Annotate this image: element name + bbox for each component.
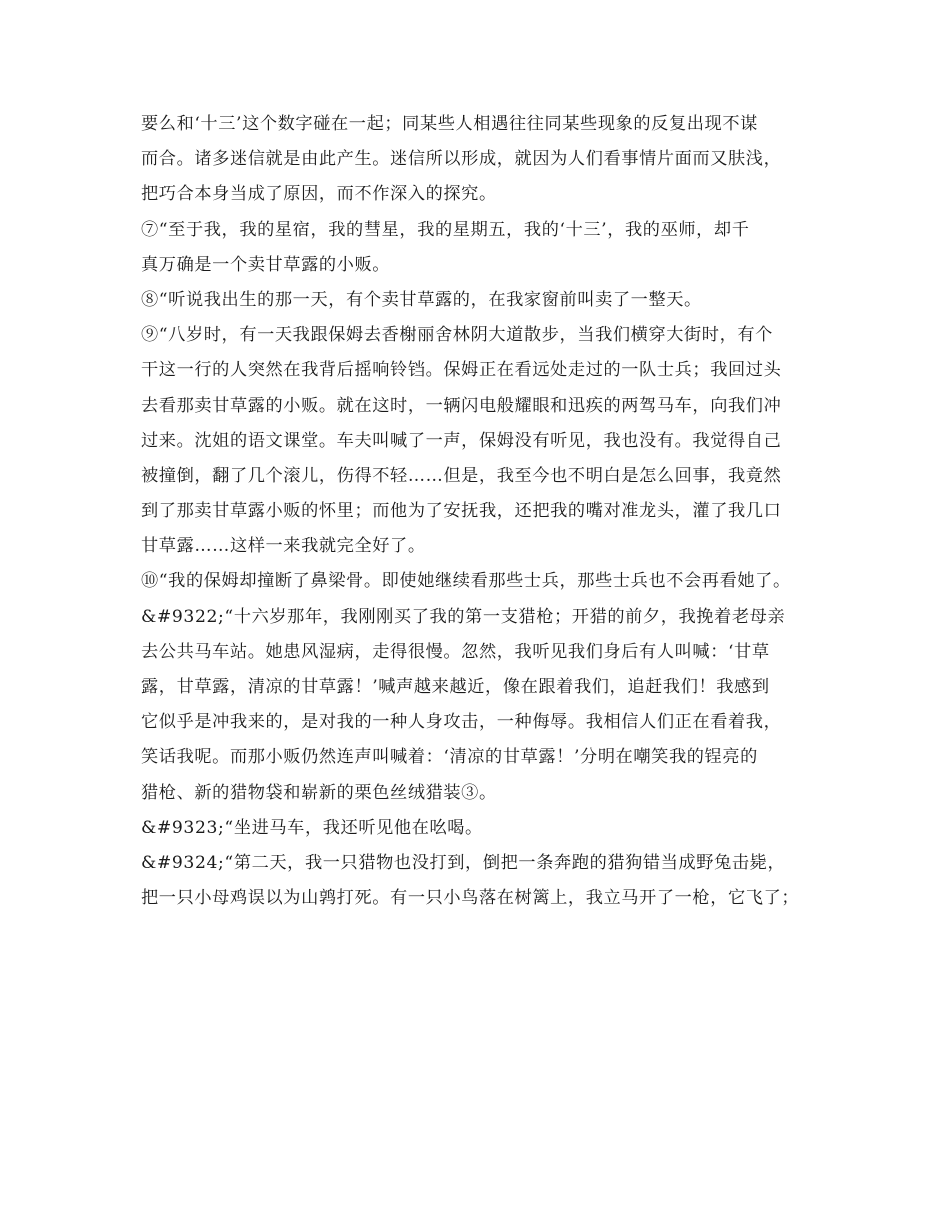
document-body <box>141 107 841 916</box>
text-line: 笑话我呢。而那小贩仍然连声叫喊着：‘清凉的甘草露！’分明在嘲笑我的锃亮的 <box>141 747 758 768</box>
text-line: 甘草露……这样一来我就完全好了。 <box>141 536 426 557</box>
text-line: 过来。沈姐的语文课堂。车夫叫喊了一声，保姆没有听见，我也没有。我觉得自己 <box>141 430 782 451</box>
text-line: 露，甘草露，清凉的甘草露！’喊声越来越近，像在跟着我们，追赶我们！我感到 <box>141 677 770 697</box>
text-line: 去公共马车站。她患风湿病，走得很慢。忽然，我听见我们身后有人叫喊：‘甘草 <box>141 641 770 662</box>
text-line: &#9323;“坐进马车，我还听见他在吆喝。 <box>141 817 483 838</box>
text-line: 到了那卖甘草露小贩的怀里；而他为了安抚我，还把我的嘴对准龙头，灌了我几口 <box>141 501 782 522</box>
text-line: 干这一行的人突然在我背后摇响铃铛。保姆正在看远处走过的一队士兵；我回过头 <box>141 360 782 381</box>
text-line: 要么和‘十三’这个数字碰在一起；同某些人相遇往往同某些现象的反复出现不谋 <box>141 114 758 134</box>
text-line: 把一只小母鸡误以为山鹑打死。有一只小鸟落在树篱上，我立马开了一枪，它飞了； <box>141 888 800 909</box>
text-line: ⑨“八岁时，有一天我跟保姆去香榭丽舍林阴大道散步，当我们横穿大街时，有个 <box>141 325 773 346</box>
text-line: &#9322;“十六岁那年，我刚刚买了我的第一支猎枪；开猎的前夕，我挽着老母亲 <box>141 606 786 627</box>
text-line: ⑩“我的保姆却撞断了鼻梁骨。即使她继续看那些士兵，那些士兵也不会再看她了。 <box>141 571 791 592</box>
text-line: ⑦“至于我，我的星宿，我的彗星，我的星期五，我的‘十三’，我的巫师，却千 <box>141 219 750 240</box>
text-line: 把巧合本身当成了原因，而不作深入的探究。 <box>141 184 497 205</box>
text-line: 去看那卖甘草露的小贩。就在这时，一辆闪电般耀眼和迅疾的两驾马车，向我们冲 <box>141 395 782 416</box>
text-line: 被撞倒，翻了几个滚儿，伤得不轻……但是，我至今也不明白是怎么回事，我竟然 <box>141 465 782 486</box>
text-line: ⑧“听说我出生的那一天，有个卖甘草露的，在我家窗前叫卖了一整天。 <box>141 289 702 310</box>
text-line: &#9324;“第二天，我一只猎物也没打到，倒把一条奔跑的猎狗错当成野兔击毙， <box>141 852 786 873</box>
text-line: 它似乎是冲我来的，是对我的一种人身攻击，一种侮辱。我相信人们正在看着我， <box>141 712 782 733</box>
text-line: 猎枪、新的猎物袋和崭新的栗色丝绒猎装③。 <box>141 782 497 803</box>
text-line: 而合。诸多迷信就是由此产生。迷信所以形成，就因为人们看事情片面而又肤浅， <box>141 149 782 170</box>
text-line: 真万确是一个卖甘草露的小贩。 <box>141 254 391 275</box>
